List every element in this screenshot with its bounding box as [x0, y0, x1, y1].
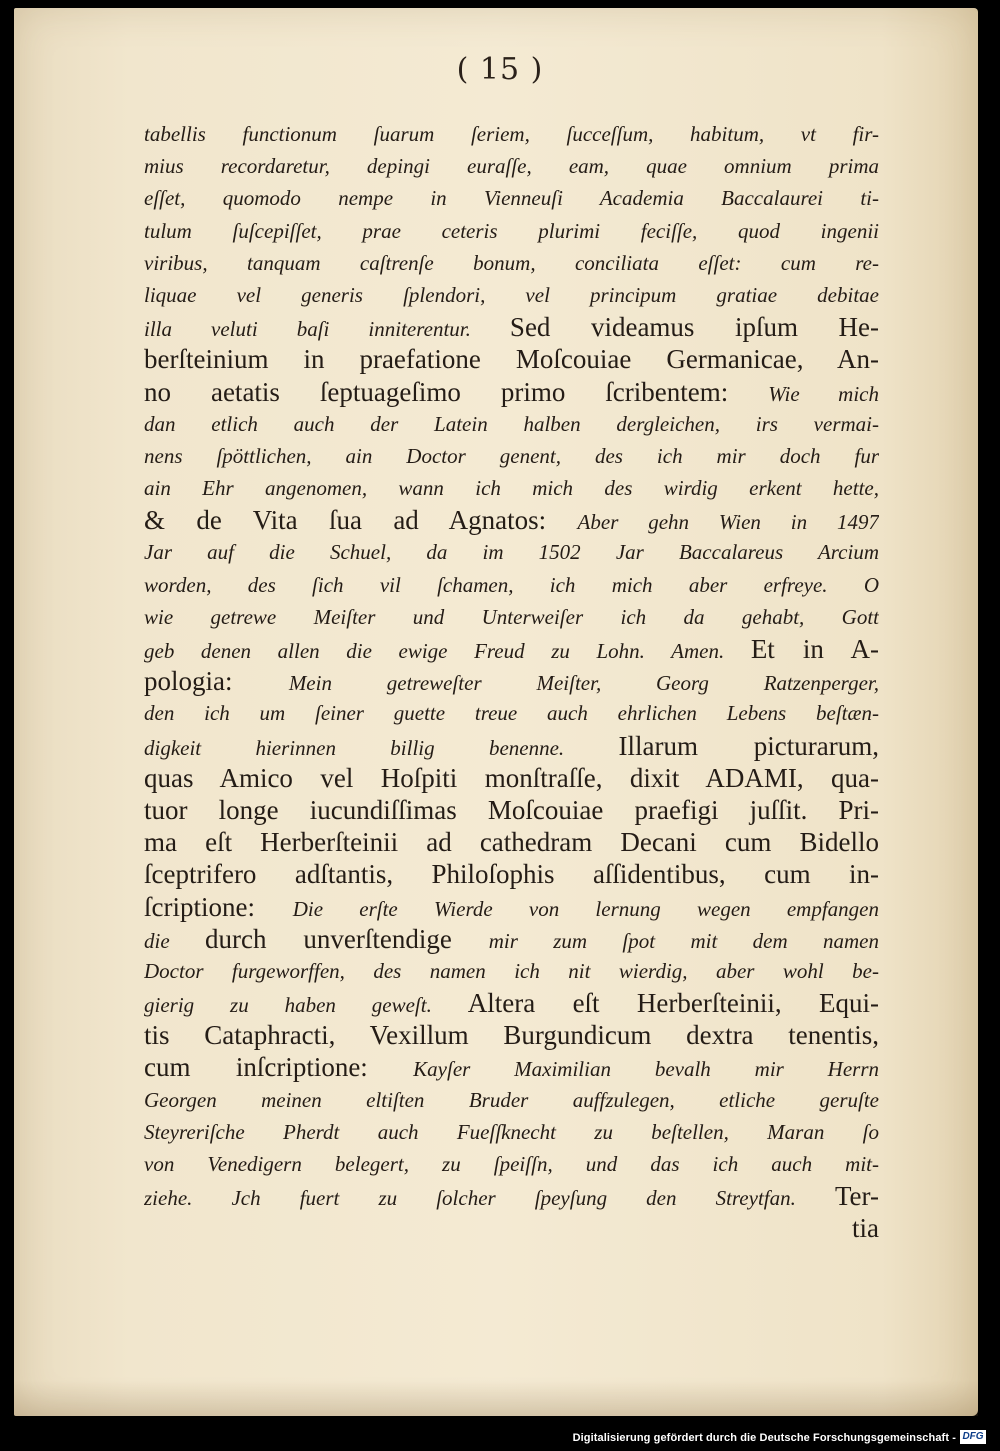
text-line	[144, 311, 879, 343]
italic-text: gierig zu haben geweſt.	[144, 993, 468, 1018]
italic-text: eſſet, quomodo nempe in Vienneuſi Academia Baccalaurei ti-	[144, 186, 879, 211]
italic-text: mir zum ſpot mit dem namen	[488, 928, 879, 953]
roman-text: Altera eſt Herberſteinii, Equi-	[467, 988, 879, 1019]
italic-text: viribus, tanquam caſtrenſe bonum, conciliata eſſet: cum re-	[144, 250, 879, 275]
italic-text: worden, des ſich vil ſchamen, ich mich aber erfreye. O	[144, 572, 879, 597]
text-line	[144, 1148, 879, 1180]
roman-text: tis Cataphracti, Vexillum Burgundicum dextra tenentis,	[144, 1020, 879, 1051]
italic-text: nens ſpöttlichen, ain Doctor genent, des ich mir doch fur	[144, 443, 879, 468]
roman-text: Et in A-	[750, 634, 879, 664]
italic-text: Mein getreweſter Meiſter, Georg Ratzenperger,	[288, 671, 879, 696]
text-line	[144, 472, 879, 504]
text-line	[144, 987, 879, 1019]
italic-text: Doctor furgeworffen, des namen ich nit wierdig, aber wohl be-	[144, 958, 879, 983]
text-line	[144, 440, 879, 472]
text-line	[144, 343, 879, 375]
text-line	[144, 697, 879, 729]
roman-text: no aetatis ſeptuageſimo primo ſcribentem:	[144, 376, 769, 407]
text-line	[144, 1084, 879, 1116]
italic-text: die	[144, 928, 206, 953]
dfg-logo-icon: DFG	[960, 1430, 986, 1444]
text-line	[144, 1212, 879, 1244]
text-line	[144, 601, 879, 633]
italic-text: Wie mich	[768, 381, 879, 406]
roman-text: berſteinium in praefatione Moſcouiae Germanicae, An-	[144, 344, 879, 375]
roman-text: cum inſcriptione:	[144, 1052, 414, 1083]
footer-credit: Digitalisierung gefördert durch die Deutsche Forschungsgemeinschaft -	[572, 1432, 956, 1444]
roman-text: pologia:	[144, 666, 289, 697]
text-line	[144, 858, 879, 890]
roman-text: Ter-	[834, 1181, 879, 1212]
text-line	[144, 118, 879, 150]
italic-text: geb denen allen die ewige Freud zu Lohn. Amen.	[144, 639, 751, 663]
italic-text: ain Ehr angenomen, wann ich mich des wirdig erkent hette,	[144, 476, 879, 501]
text-line	[144, 891, 879, 923]
roman-text: & de Vita ſua ad Agnatos:	[144, 505, 578, 536]
text-line	[144, 408, 879, 440]
text-line	[144, 150, 879, 182]
italic-text: tulum ſuſcepiſſet, prae ceteris plurimi feciſſe, quod ingenii	[144, 218, 879, 243]
italic-text: Jar auf die Schuel, da im 1502 Jar Baccalareus Arcium	[144, 540, 879, 565]
roman-text: ſceptrifero adſtantis, Philoſophis aſſidentibus, cum in-	[144, 859, 879, 890]
text-line	[144, 794, 879, 826]
roman-text: Sed videamus ipſum He-	[509, 312, 879, 343]
roman-text: tuor longe iucundiſſimas Moſcouiae praefigi juſſit. Pri-	[144, 794, 879, 825]
text-line	[144, 1051, 879, 1083]
roman-text: durch unverſtendige	[205, 923, 489, 954]
text-line	[144, 762, 879, 794]
italic-text: mius recordaretur, depingi euraſſe, eam, quae omnium prima	[144, 154, 879, 179]
text-line	[144, 247, 879, 279]
italic-text: Aber gehn Wien in 1497	[577, 510, 879, 535]
italic-text: den ich um ſeiner guette treue auch ehrlichen Lebens beſtæn-	[144, 701, 879, 726]
italic-text: Kayſer Maximilian bevalh mir Herrn	[413, 1057, 879, 1082]
italic-text: ziehe. Jch fuert zu ſolcher ſpeyſung den Streytfan.	[144, 1186, 835, 1211]
italic-text: wie getrewe Meiſter und Unterweiſer ich da gehabt, Gott	[144, 604, 879, 629]
body-text	[144, 118, 879, 1245]
italic-text: Steyreriſche Pherdt auch Fueſſknecht zu beſtellen, Maran ſo	[144, 1119, 879, 1144]
text-line	[144, 182, 879, 214]
roman-text: ſcriptione:	[144, 891, 293, 922]
text-line	[144, 279, 879, 311]
page-number: ( 15 )	[456, 52, 544, 87]
text-line	[144, 215, 879, 247]
roman-text: Illarum picturarum,	[618, 730, 879, 761]
text-line	[144, 1116, 879, 1148]
text-line	[144, 826, 879, 858]
text-line	[144, 504, 879, 536]
text-line	[144, 376, 879, 408]
text-line	[144, 633, 879, 665]
italic-text: Die erſte Wierde von lernung wegen empfangen	[292, 896, 879, 921]
text-line	[144, 536, 879, 568]
text-line	[144, 955, 879, 987]
text-line	[144, 730, 879, 762]
italic-text: illa veluti baſi inniterentur.	[144, 317, 510, 342]
roman-text: ma eſt Herberſteinii ad cathedram Decani cum Bidello	[144, 827, 879, 858]
italic-text: liquae vel generis ſplendori, vel principum gratiae debitae	[144, 282, 879, 307]
text-line	[144, 569, 879, 601]
text-line	[144, 1019, 879, 1051]
italic-text: tabellis functionum ſuarum ſeriem, ſucceſſum, habitum, vt fir-	[144, 122, 879, 146]
text-line	[144, 1180, 879, 1212]
italic-text: dan etlich auch der Latein halben dergleichen, irs vermai-	[144, 411, 879, 436]
roman-text: quas Amico vel Hoſpiti monſtraſſe, dixit ADAMI, qua-	[144, 762, 879, 793]
text-line	[144, 923, 879, 955]
roman-text: tia	[852, 1213, 879, 1244]
italic-text: Georgen meinen eltiſten Bruder auffzulegen, etliche geruſte	[144, 1087, 879, 1112]
italic-text: von Venedigern belegert, zu ſpeiſſn, und das ich auch mit-	[144, 1152, 879, 1176]
text-line	[144, 665, 879, 697]
italic-text: digkeit hierinnen billig benenne.	[144, 735, 619, 760]
